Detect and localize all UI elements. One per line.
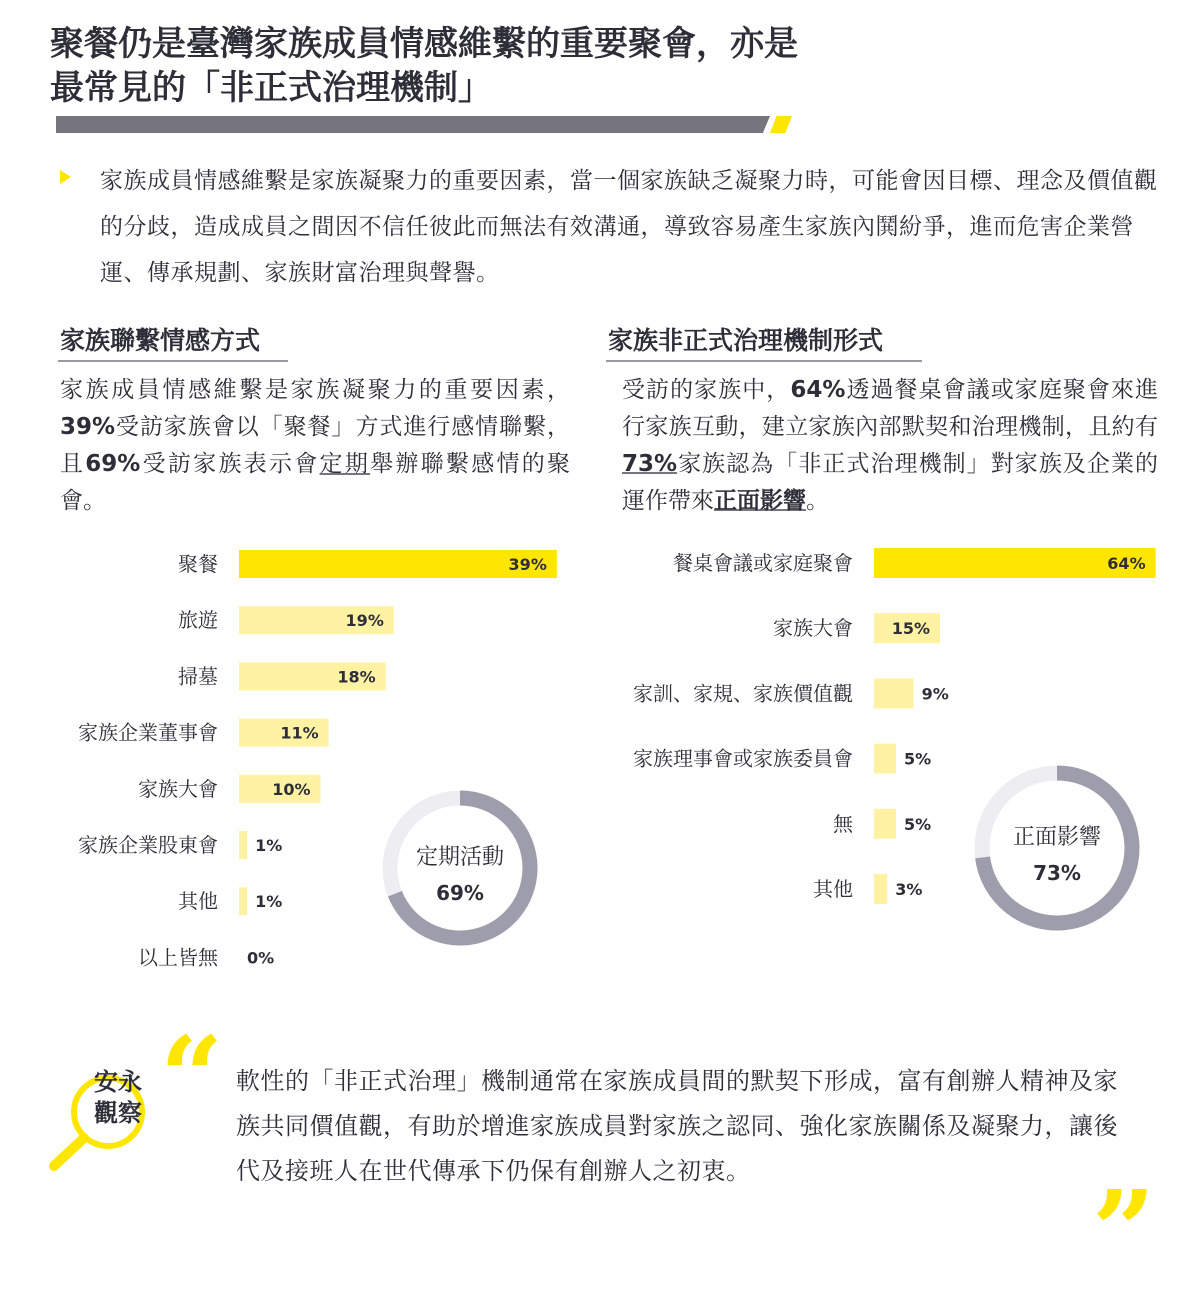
left-chart-category-label: 其他: [178, 889, 218, 914]
right-chart-value-label: 5%: [904, 814, 932, 834]
right-donut-center-value: 73%: [1033, 861, 1081, 885]
right-section-title: 家族非正式治理機制形式: [608, 326, 884, 355]
right-chart-bar: [874, 809, 896, 839]
left-text-pct-39: 39%: [60, 414, 116, 440]
right-donut-center-label: 正面影響: [1012, 825, 1102, 850]
right-chart-category-label: 家訓、家規、家族價值觀: [633, 681, 853, 706]
left-chart-value-label: 1%: [255, 836, 283, 855]
left-chart-category-label: 掃墓: [178, 664, 218, 689]
right-chart-bar: [874, 744, 896, 774]
left-chart-value-label: 19%: [345, 611, 384, 631]
title-line-1: 聚餐仍是臺灣家族成員情感維繫的重要聚會，亦是: [50, 24, 798, 64]
left-chart-bar: [239, 831, 247, 859]
left-chart-value-label: 18%: [337, 667, 376, 687]
left-chart-value-label: 1%: [255, 892, 283, 912]
left-text-d: 舉辦聯繫感情的聚會。: [60, 451, 571, 514]
right-chart-value-label: 5%: [904, 749, 932, 769]
left-text-pct-69: 69%: [85, 451, 141, 477]
left-text-underlined: 定期: [319, 451, 371, 477]
observation-label-line-2: 觀察: [94, 1099, 142, 1127]
left-section-title: 家族聯繫情感方式: [60, 326, 261, 355]
right-text-b: 透過餐桌會議或家庭聚會來進行家族互動，建立家族內部默契和治理機制，且約有: [622, 377, 1158, 440]
left-chart-value-label: 0%: [247, 948, 275, 968]
right-chart-value-label: 9%: [921, 684, 949, 704]
left-chart-value-label: 10%: [272, 779, 311, 799]
right-text-underlined: 正面影響: [714, 488, 806, 514]
intro-paragraph: 家族成員情感維繫是家族凝聚力的重要因素，當一個家族缺乏凝聚力時，可能會因目標、理念及價值觀的分歧，造成成員之間因不信任彼此而無法有效溝通，導致容易產生家族內鬨紛爭，進而危害企業營運、傳承規劃、家族財富治理與聲譽。: [100, 168, 1158, 286]
right-text-c: 家族認為「非正式治理機制」對家族及企業的運作帶來: [622, 451, 1158, 514]
left-donut-center-label: 定期活動: [415, 845, 505, 870]
right-chart-value-label: 64%: [1107, 554, 1146, 573]
right-chart-value-label: 15%: [891, 619, 930, 639]
right-chart-category-label: 其他: [813, 877, 853, 901]
right-chart-category-label: 餐桌會議或家庭聚會: [673, 551, 853, 575]
left-chart-category-label: 家族企業董事會: [78, 720, 218, 745]
observation-label: [88, 1067, 148, 1129]
left-chart-category-label: 家族大會: [138, 776, 218, 801]
right-chart-category-label: 家族大會: [773, 616, 853, 641]
observation-quote-text: 軟性的「非正式治理」機制通常在家族成員間的默契下形成，富有創辦人精神及家族共同價值觀，有助於增進家族成員對家族之認同、強化家族關係及凝聚力，讓後代及接班人在世代傳承下仍保有創辦人之初衷。: [236, 1067, 1118, 1185]
title-line-2: 最常見的「非正式治理機制」: [50, 68, 492, 108]
right-chart-category-label: 無: [833, 811, 853, 836]
right-text-d: 。: [806, 488, 829, 514]
left-chart-category-label: 家族企業股東會: [78, 833, 218, 857]
left-chart-value-label: 39%: [508, 555, 547, 574]
left-chart-category-label: 以上皆無: [138, 945, 218, 970]
left-chart-bar: [239, 887, 247, 915]
left-text-b: 受訪家族會以「聚餐」方式進行感情聯繫，且: [60, 414, 570, 477]
left-donut-center-value: 69%: [436, 881, 484, 905]
right-chart-value-label: 3%: [895, 880, 923, 899]
left-text-c: 受訪家族表示會: [140, 451, 320, 477]
right-chart-bar: [874, 874, 887, 904]
close-quote-icon: ”: [1092, 1166, 1156, 1295]
right-text-pct-64: 64%: [790, 377, 846, 403]
right-text-pct-73: 73%: [622, 451, 678, 477]
left-text-a: 家族成員情感維繫是家族凝聚力的重要因素，: [60, 377, 570, 403]
left-chart-value-label: 11%: [280, 723, 319, 743]
observation-label-line-1: 安永: [94, 1068, 142, 1096]
right-text-a: 受訪的家族中，: [622, 377, 791, 403]
right-chart-bar: [874, 678, 914, 708]
right-chart-category-label: 家族理事會或家族委員會: [633, 746, 853, 771]
open-quote-icon: “: [160, 1012, 224, 1141]
left-chart-category-label: 旅遊: [178, 608, 218, 633]
left-chart-category-label: 聚餐: [178, 552, 218, 576]
